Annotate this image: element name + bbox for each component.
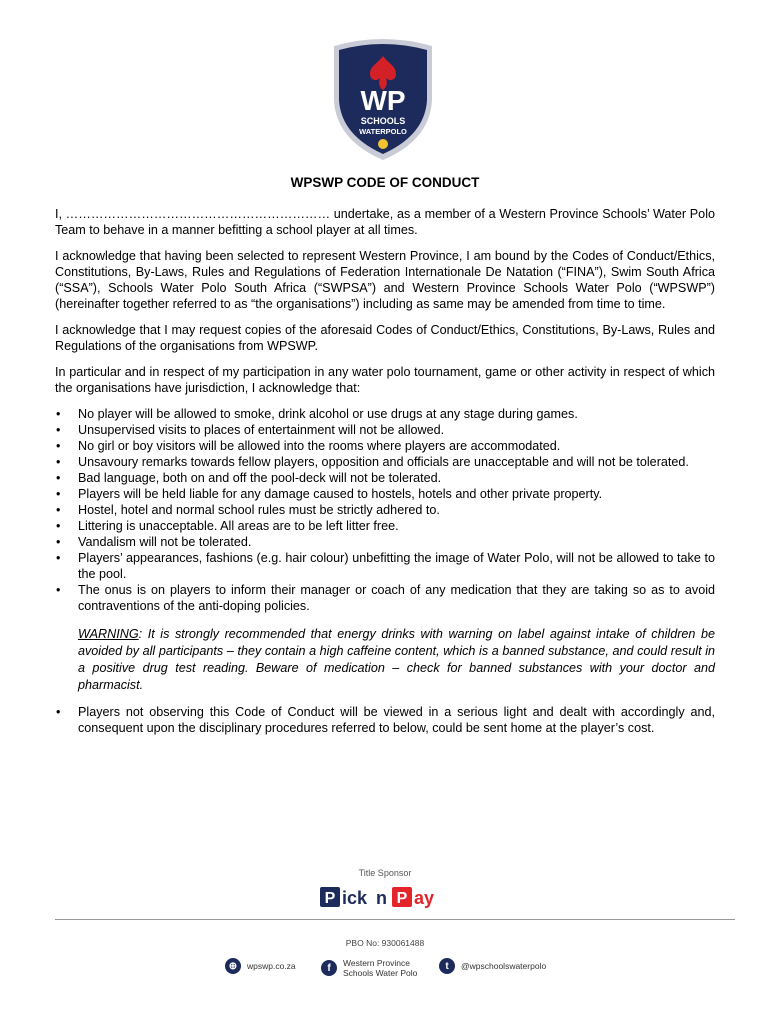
svg-text:n: n <box>376 888 387 908</box>
list-item: • Littering is unacceptable. All areas are to be left litter free. <box>78 518 715 534</box>
pick-n-pay-logo <box>318 884 452 910</box>
list-item: • Unsavoury remarks towards fellow players, opposition and officials are unacceptable and will not be tolerated. <box>78 454 715 470</box>
pbo-number: PBO No: 930061488 <box>345 938 425 948</box>
svg-text:P: P <box>396 890 408 907</box>
list-item: • Vandalism will not be tolerated. <box>78 534 715 550</box>
warning-label: WARNING <box>78 627 139 641</box>
copies-paragraph: I acknowledge that I may request copies of the aforesaid Codes of Conduct/Ethics, Constitutions, By-Laws, Rules and Regulations of the organisations from WPSWP. <box>55 323 715 353</box>
undertaking-paragraph: I, ……………………………………………………… undertake, as a member of a Western Province Schools’ Water Polo Team to behave in a manner befitting a school player at all times. <box>55 207 715 237</box>
wpswp-logo <box>330 36 436 162</box>
svg-text:SCHOOLS: SCHOOLS <box>360 116 406 126</box>
facebook-line1: Western Province <box>343 958 410 968</box>
svg-text:P: P <box>324 890 336 907</box>
svg-text:ay: ay <box>414 888 435 908</box>
document-body <box>55 206 715 744</box>
svg-text:WATERPOLO: WATERPOLO <box>359 127 407 136</box>
acknowledgement-paragraph: I acknowledge that having been selected to represent Western Province, I am bound by the Codes of Conduct/Ethics, Constitutions, By-Laws, Rules and Regulations of Federation Internationale De Natation (“FINA”), Swim South Africa (“SSA”), Schools Water Polo South Africa (“SWPSA”) and Western Province Schools Water Polo (“WPSWP”) (hereinafter together referred to as “the organisations”) including as same may be amended from time to time. <box>55 249 715 311</box>
svg-text:WP: WP <box>360 85 406 116</box>
list-item: • Players not observing this Code of Conduct will be viewed in a serious light and dealt with accordingly and, consequent upon the disciplinary procedures referred to below, could be sent home at the player’s cost. <box>78 704 715 736</box>
facebook-text <box>343 958 417 978</box>
footer-contacts <box>225 958 645 990</box>
globe-icon: ⊕ <box>225 958 241 974</box>
list-item: • Players will be held liable for any damage caused to hostels, hotels and other private property. <box>78 486 715 502</box>
warning-text: : It is strongly recommended that energy drinks with warning on label against intake of children be avoided by all participants – they contain a high caffeine content, which is a banned substance, and could result in a positive drug test reading. Beware of medication – check for banned substances with your doctor and pharmacist. <box>78 627 715 692</box>
rules-list <box>55 406 715 614</box>
sponsor-label: Title Sponsor <box>358 868 412 878</box>
page-title: WPSWP CODE OF CONDUCT <box>290 175 480 190</box>
participation-paragraph: In particular and in respect of my participation in any water polo tournament, game or other activity in respect of which the organisations have jurisdiction, I acknowledge that: <box>55 365 715 395</box>
twitter-text: @wpschoolswaterpolo <box>461 961 547 971</box>
facebook-line2: Schools Water Polo <box>343 968 418 978</box>
footer-divider <box>55 919 735 920</box>
facebook-icon: f <box>321 960 337 976</box>
list-item: • No player will be allowed to smoke, drink alcohol or use drugs at any stage during games. <box>78 406 715 422</box>
list-item: • Bad language, both on and off the pool-deck will not be tolerated. <box>78 470 715 486</box>
list-item: • The onus is on players to inform their manager or coach of any medication that they are taking so as to avoid contraventions of the anti-doping policies. <box>78 582 715 614</box>
twitter-icon: t <box>439 958 455 974</box>
list-item: • Players’ appearances, fashions (e.g. hair colour) unbefitting the image of Water Polo, will not be allowed to take to the pool. <box>78 550 715 582</box>
facebook-link[interactable] <box>321 958 417 978</box>
svg-text:ick: ick <box>342 888 368 908</box>
final-rules-list <box>55 704 715 736</box>
list-item: • No girl or boy visitors will be allowed into the rooms where players are accommodated. <box>78 438 715 454</box>
website-text: wpswp.co.za <box>247 961 296 971</box>
twitter-link[interactable] <box>439 958 546 974</box>
warning-note <box>78 626 715 694</box>
website-link[interactable] <box>225 958 296 974</box>
list-item: • Unsupervised visits to places of entertainment will not be allowed. <box>78 422 715 438</box>
list-item: • Hostel, hotel and normal school rules must be strictly adhered to. <box>78 502 715 518</box>
